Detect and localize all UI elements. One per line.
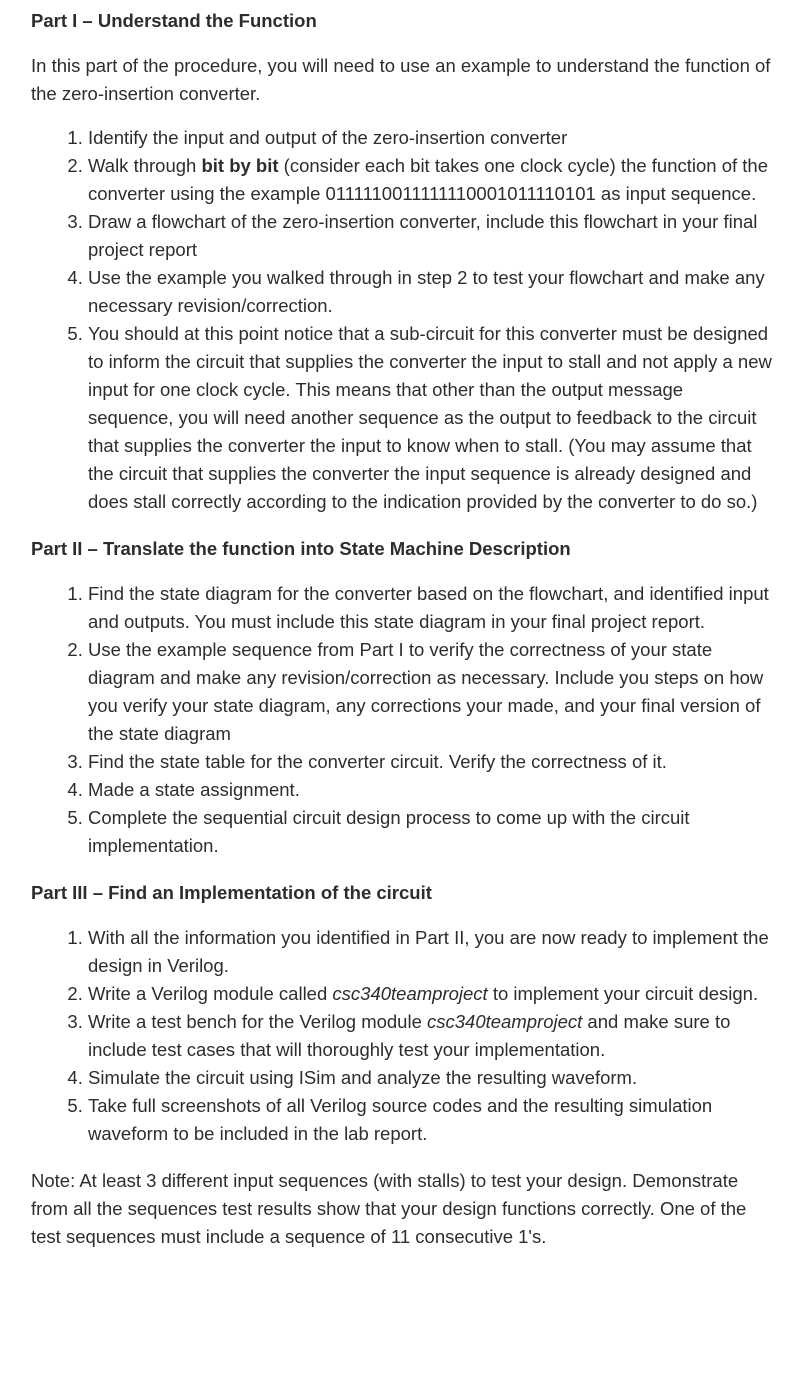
part2-heading: Part II – Translate the function into State Machine Description — [31, 538, 571, 559]
part1-item-5: 5. You should at this point notice that a sub-circuit for this converter must be designed to inform the circuit that supplies the converter the input to stall and not apply a new input for one clock cycle. This means that other than the output message sequence, you will need another sequence as the output to feedback to the circuit that supplies the converter the input to know when to stall. (You may assume that the circuit that supplies the converter the input sequence is already designed and does stall correctly according to the indication provided by the converter to do so.) — [88, 320, 772, 516]
part1-intro: In this part of the procedure, you will need to use an example to understand the function of the zero-insertion converter. — [31, 55, 771, 104]
part3-item-5: 5. Take full screenshots of all Verilog source codes and the resulting simulation waveform to be included in the lab report. — [88, 1092, 772, 1148]
part2-item-1: 1. Find the state diagram for the converter based on the flowchart, and identified input and outputs. You must include this state diagram in your final project report. — [88, 580, 772, 636]
part3-item-4: 4. Simulate the circuit using ISim and analyze the resulting waveform. — [88, 1064, 772, 1092]
part1-heading: Part I – Understand the Function — [31, 10, 317, 31]
part1-item-2-bold: bit by bit — [201, 155, 279, 176]
part1-item-2-post: (consider each bit takes one clock cycle) the function of the converter using the example 0111110011111110001011110101 as input sequence. — [88, 155, 769, 204]
part3-item-1: 1. With all the information you identified in Part II, you are now ready to implement the design in Verilog. — [88, 924, 772, 980]
part1-item-3: 3. Draw a flowchart of the zero-insertion converter, include this flowchart in your final project report — [88, 208, 772, 264]
part3-heading: Part III – Find an Implementation of the circuit — [31, 882, 432, 903]
part3-item-2-pre: Write a Verilog module called — [88, 983, 333, 1004]
part3-item-3-pre: Write a test bench for the Verilog module — [88, 1011, 428, 1032]
part2-list — [31, 580, 772, 860]
part2-item-2: 2. Use the example sequence from Part I to verify the correctness of your state diagram and make any revision/correction as necessary. Include you steps on how you verify your state diagram, any corrections your made, and your final version of the state diagram — [88, 636, 772, 748]
part2-item-3: 3. Find the state table for the converter circuit. Verify the correctness of it. — [88, 748, 772, 776]
part3-item-3-module-name: csc340teamproject — [427, 1011, 583, 1032]
part1-item-2-pre: Walk through — [88, 155, 202, 176]
part3-item-2 — [88, 980, 772, 1008]
part1-item-1: 1. Identify the input and output of the zero-insertion converter — [88, 124, 772, 152]
part1-item-4: 4. Use the example you walked through in step 2 to test your flowchart and make any necessary revision/correction. — [88, 264, 772, 320]
note-paragraph: Note: At least 3 different input sequences (with stalls) to test your design. Demonstrate from all the sequences test results show that your design functions correctly. One of the test sequences must include a sequence of 11 consecutive 1's. — [31, 1170, 747, 1247]
part2-item-4: 4. Made a state assignment. — [88, 776, 772, 804]
part3-item-2-module-name: csc340teamproject — [332, 983, 488, 1004]
part3-item-3-post: and make sure to include test cases that will thoroughly test your implementation. — [88, 1011, 731, 1060]
part1-item-2 — [88, 152, 772, 208]
part1-list — [31, 124, 772, 516]
part2-item-5: 5. Complete the sequential circuit design process to come up with the circuit implementation. — [88, 804, 772, 860]
part3-list — [31, 924, 772, 1148]
part3-item-2-post: to implement your circuit design. — [487, 983, 759, 1004]
part3-item-3 — [88, 1008, 772, 1064]
